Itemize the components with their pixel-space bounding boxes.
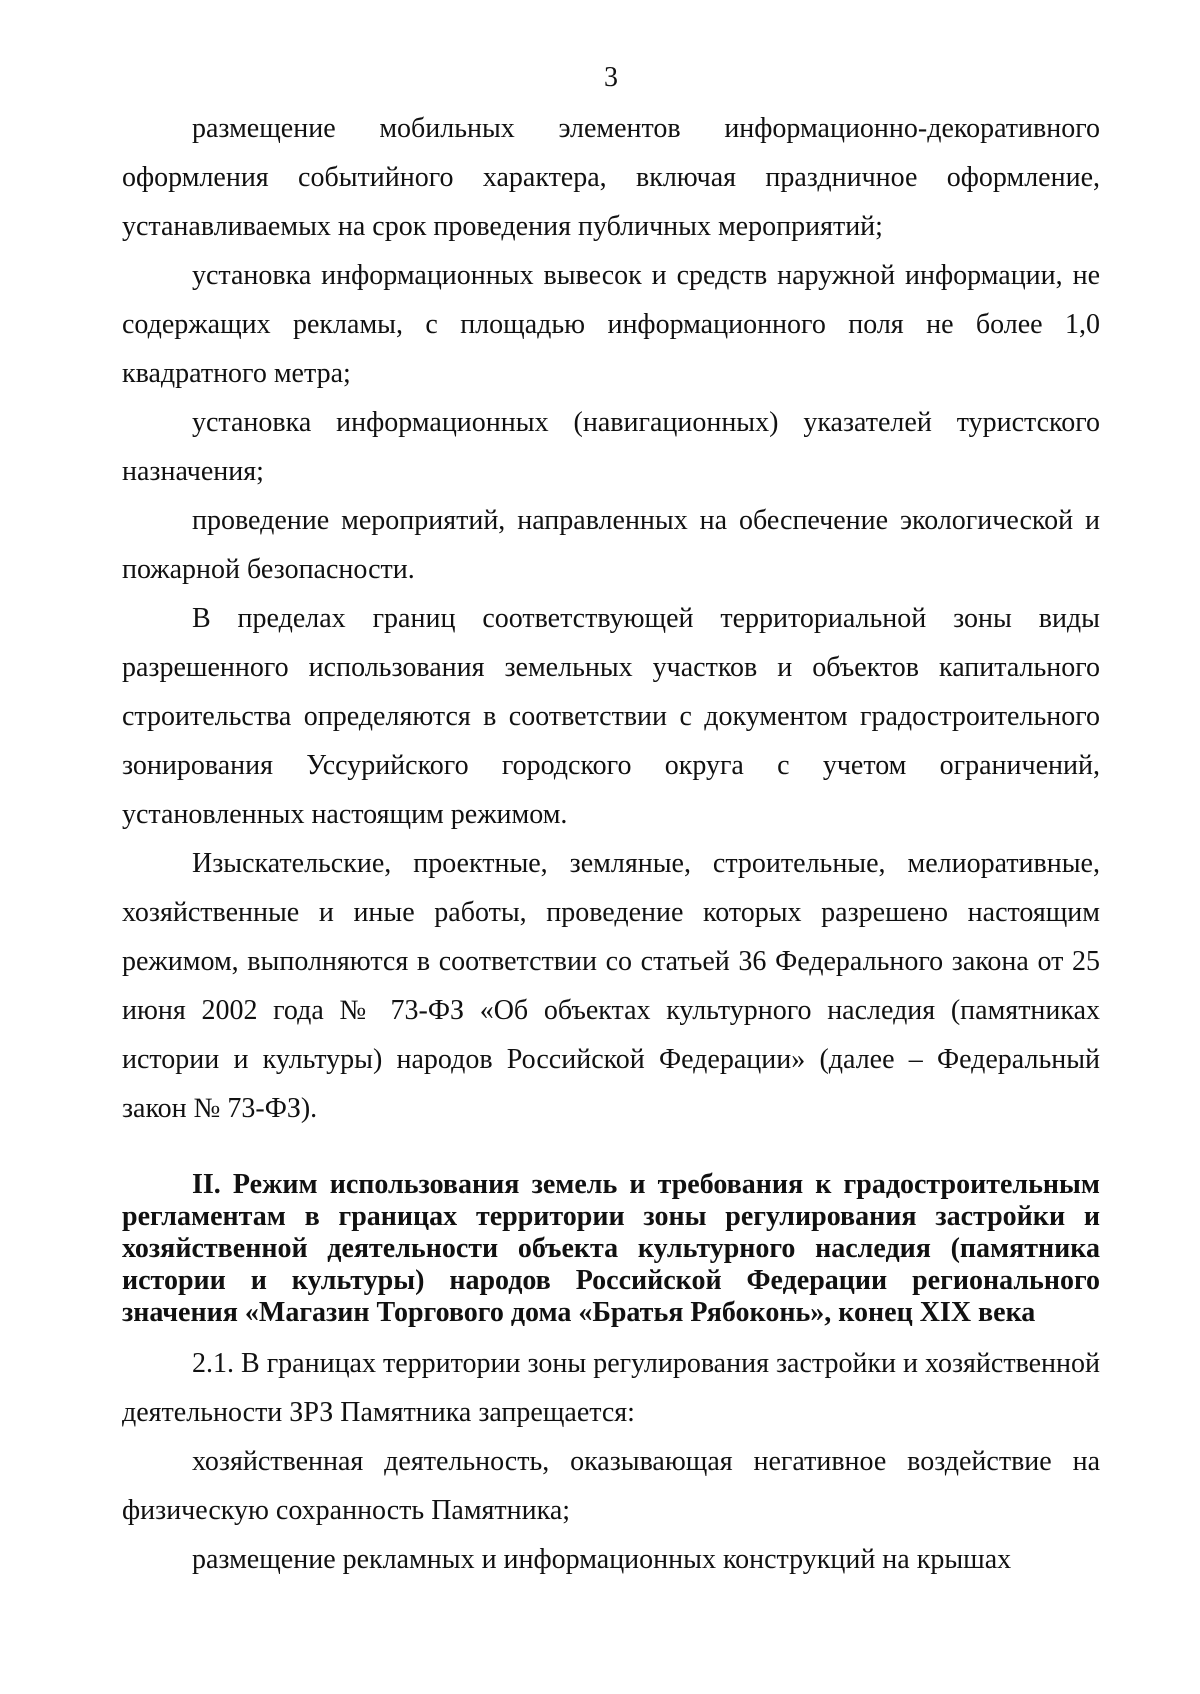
document-page: [122, 60, 1100, 1584]
paragraph-prohibitions-intro: 2.1. В границах территории зоны регулирования застройки и хозяйственной деятельности ЗРЗ Памятника запрещается:: [122, 1348, 1100, 1428]
paragraph-tourist-signs: установка информационных (навигационных) указателей туристского назначения;: [122, 407, 1100, 487]
paragraph-roof-ads: размещение рекламных и информационных конструкций на крышах: [192, 1544, 1012, 1575]
paragraph-safety-measures: проведение мероприятий, направленных на обеспечение экологической и пожарной безопасности.: [122, 505, 1100, 585]
paragraph-negative-impact: хозяйственная деятельность, оказывающая негативное воздействие на физическую сохранность Памятника;: [122, 1446, 1100, 1526]
page-number: 3: [604, 62, 618, 93]
paragraph-mobile-decor: размещение мобильных элементов информационно-декоративного оформления событийного характера, включая праздничное оформление, устанавливаемых на срок проведения публичных мероприятий;: [122, 113, 1100, 242]
section-heading: II. Режим использования земель и требования к градостроительным регламентам в границах территории зоны регулирования застройки и хозяйственной деятельности объекта культурного наследия (памятника истории и культуры) народов Российской Федерации регионального значения «Магазин Торгового дома «Братья Рябоконь», конец XIX века: [122, 1169, 1100, 1328]
paragraph-permitted-use: В пределах границ соответствующей территориальной зоны виды разрешенного использования земельных участков и объектов капитального строительства определяются в соответствии с документом градостроительного зонирования Уссурийского городского округа с учетом ограничений, установленных настоящим режимом.: [122, 603, 1100, 830]
paragraph-works-compliance: Изыскательские, проектные, земляные, строительные, мелиоративные, хозяйственные и иные работы, проведение которых разрешено настоящим режимом, выполняются в соответствии со статьей 36 Федерального закона от 25 июня 2002 года № 73-ФЗ «Об объектах культурного наследия (памятниках истории и культуры) народов Российской Федерации» (далее – Федеральный закон № 73-ФЗ).: [122, 848, 1100, 1124]
paragraph-signage: установка информационных вывесок и средств наружной информации, не содержащих рекламы, с площадью информационного поля не более 1,0 квадратного метра;: [122, 260, 1100, 389]
